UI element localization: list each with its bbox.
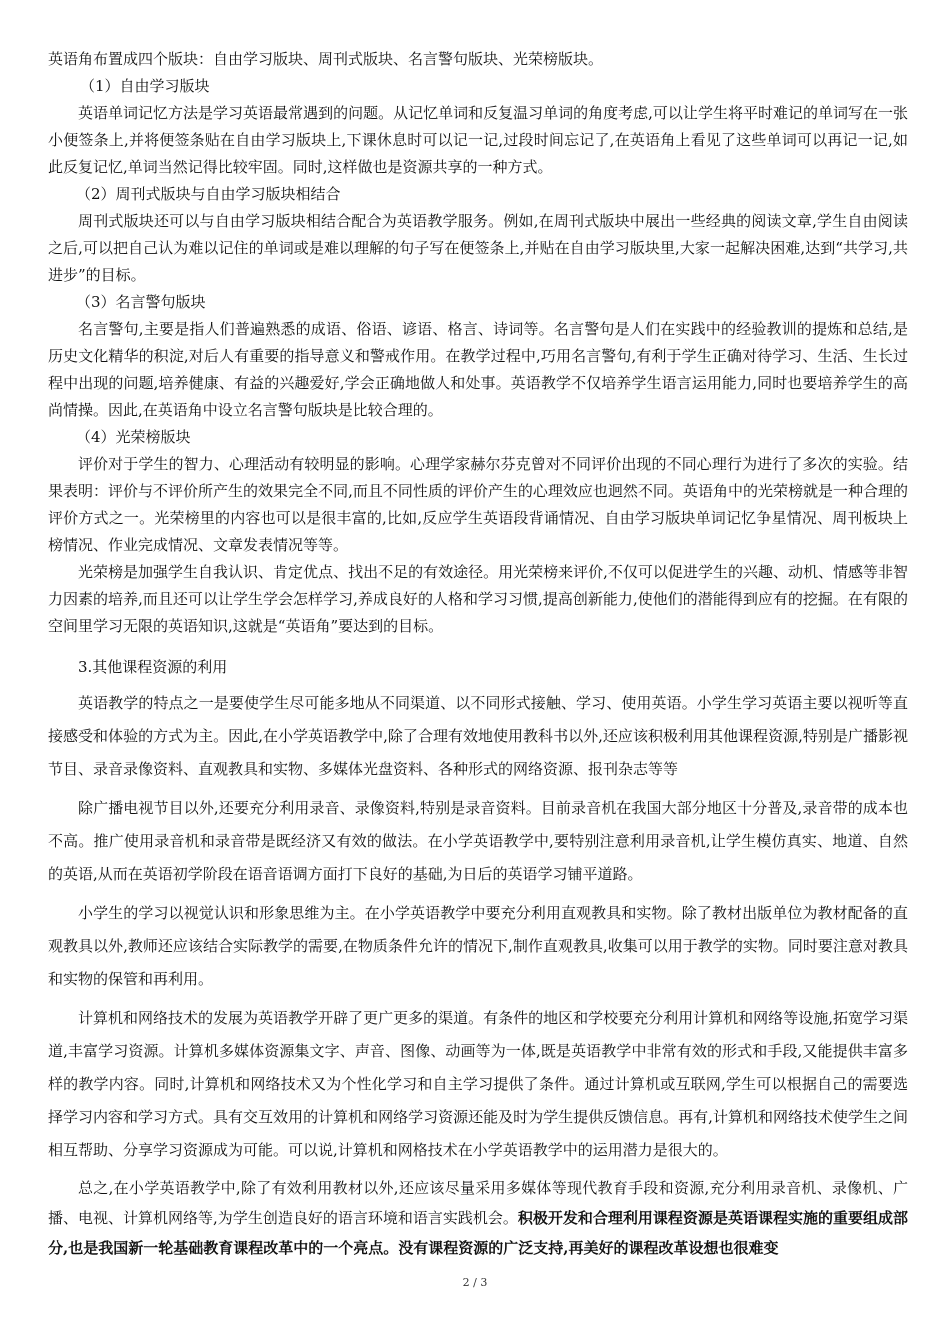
body-paragraph: 名言警句,主要是指人们普遍熟悉的成语、俗语、谚语、格言、诗词等。名言警句是人们在实践中的经验教训的提炼和总结,是历史文化精华的积淀,对后人有重要的指导意义和警戒作用。在教学过程中,巧用名言警句,有利于学生正确对待学习、生活、生长过程中出现的问题,培养健康、有益的兴趣爱好,学会正确地做人和处事。英语教学不仅培养学生语言运用能力,同时也要培养学生的高尚情操。因此,在英语角中设立名言警句版块是比较合理的。 xyxy=(48,320,908,419)
page-number: 2 / 3 xyxy=(462,1276,488,1289)
body-paragraph: 评价对于学生的智力、心理活动有较明显的影响。心理学家赫尔芬克曾对不同评价出现的不同心理行为进行了多次的实验。结果表明：评价与不评价所产生的效果完全不同,而且不同性质的评价产生的心理效应也迥然不同。英语角中的光荣榜就是一种合理的评价方式之一。光荣榜里的内容也可以是很丰富的,比如,反应学生英语段背诵情况、自由学习版块单词记忆争星情况、周刊板块上榜情况、作业完成情况、文章发表情况等等。 xyxy=(48,455,908,554)
body-paragraph: 英语单词记忆方法是学习英语最常遇到的问题。从记忆单词和反复温习单词的角度考虑,可以让学生将平时难记的单词写在一张小便签条上,并将便签条贴在自由学习版块上,下课休息时可以记一记,过段时间忘记了,在英语角上看见了这些单词可以再记一记,如此反复记忆,单词当然记得比较牢固。同时,这样做也是资源共享的一种方式。 xyxy=(48,104,908,176)
intro-paragraph: 英语角布置成四个版块：自由学习版块、周刊式版块、名言警句版块、光荣榜版块。 xyxy=(48,50,604,68)
subheading-quotes: （3）名言警句版块 xyxy=(76,293,206,311)
section-heading: 3.其他课程资源的利用 xyxy=(78,658,228,676)
conclusion-emphasis: 积极开发和合理利用课程资源是英语课程实施的重要组成部分,也是我国新一轮基础教育课程改革中的一个亮点。没有课程资源的广泛支持,再美好的课程改革设想也很难变 xyxy=(48,1209,908,1257)
conclusion-text: 总之,在小学英语教学中,除了有效利用教材以外,还应该尽量采用多媒体等现代教育手段和资源,充分利用录音机、录像机、广播、电视、计算机网络等,为学生创造良好的语言环境和语言实践机会。 xyxy=(48,1179,908,1227)
subheading-honor-roll: （4）光荣榜版块 xyxy=(76,428,191,446)
body-paragraph: 计算机和网络技术的发展为英语教学开辟了更广更多的渠道。有条件的地区和学校要充分利用计算机和网络等设施,拓宽学习渠道,丰富学习资源。计算机多媒体资源集文字、声音、图像、动画等为一体,既是英语教学中非常有效的形式和手段,又能提供丰富多样的教学内容。同时,计算机和网络技术又为个性化学习和自主学习提供了条件。通过计算机或互联网,学生可以根据自己的需要选择学习内容和学习方式。具有交互效用的计算机和网络学习资源还能及时为学生提供反馈信息。再有,计算机和网络技术使学生之间相互帮助、分享学习资源成为可能。可以说,计算机和网格技术在小学英语教学中的运用潜力是很大的。 xyxy=(48,1009,908,1159)
subheading-weekly: （2）周刊式版块与自由学习版块相结合 xyxy=(76,185,341,203)
subheading-free-learning: （1）自由学习版块 xyxy=(80,77,210,95)
body-paragraph: 周刊式版块还可以与自由学习版块相结合配合为英语教学服务。例如,在周刊式版块中展出一些经典的阅读文章,学生自由阅读之后,可以把自己认为难以记住的单词或是难以理解的句子写在便签条上,并贴在自由学习版块里,大家一起解决困难,达到“共学习,共进步”的目标。 xyxy=(48,212,908,284)
body-paragraph xyxy=(48,1173,908,1263)
body-paragraph: 英语教学的特点之一是要使学生尽可能多地从不同渠道、以不同形式接触、学习、使用英语。小学生学习英语主要以视听等直接感受和体验的方式为主。因此,在小学英语教学中,除了合理有效地使用教科书以外,还应该积极利用其他课程资源,特别是广播影视节目、录音录像资料、直观教具和实物、多媒体光盘资料、各种形式的网络资源、报刊杂志等等 xyxy=(48,694,908,778)
body-paragraph: 光荣榜是加强学生自我认识、肯定优点、找出不足的有效途径。用光荣榜来评价,不仅可以促进学生的兴趣、动机、情感等非智力因素的培养,而且还可以让学生学会怎样学习,养成良好的人格和学习习惯,提高创新能力,使他们的潜能得到应有的挖掘。在有限的空间里学习无限的英语知识,这就是“英语角”要达到的目标。 xyxy=(48,563,908,635)
body-paragraph: 除广播电视节目以外,还要充分利用录音、录像资料,特别是录音资料。目前录音机在我国大部分地区十分普及,录音带的成本也不高。推广使用录音机和录音带是既经济又有效的做法。在小学英语教学中,要特别注意利用录音机,让学生模仿真实、地道、自然的英语,从而在英语初学阶段在语音语调方面打下良好的基础,为日后的英语学习铺平道路。 xyxy=(48,799,908,883)
body-paragraph: 小学生的学习以视觉认识和形象思维为主。在小学英语教学中要充分利用直观教具和实物。除了教材出版单位为教材配备的直观教具以外,教师还应该结合实际教学的需要,在物质条件允许的情况下,制作直观教具,收集可以用于教学的实物。同时要注意对教具和实物的保管和再利用。 xyxy=(48,904,908,988)
document-body xyxy=(48,46,908,1263)
